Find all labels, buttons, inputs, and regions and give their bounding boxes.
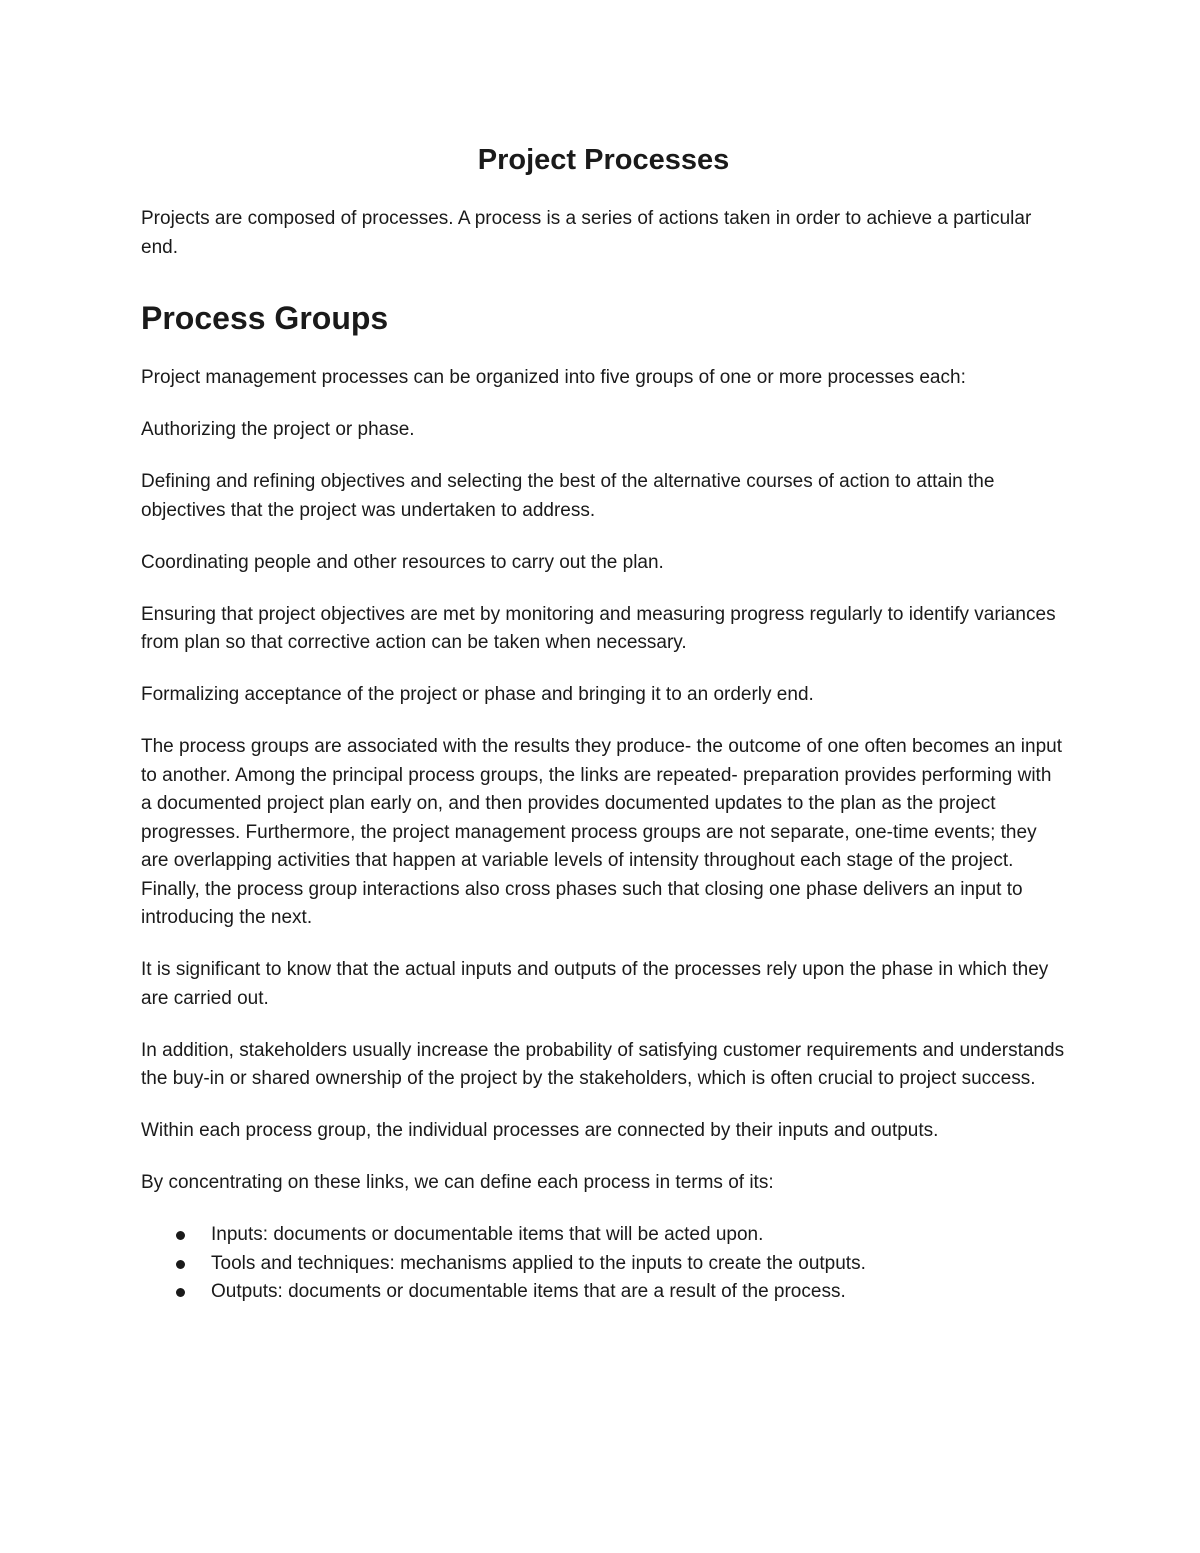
section-body [141, 364, 1066, 1307]
paragraph: Defining and refining objectives and selecting the best of the alternative courses of action to attain the objectives that the project was undertaken to address. [141, 471, 995, 521]
list-item [141, 1221, 1066, 1250]
paragraph: In addition, stakeholders usually increase the probability of satisfying customer requirements and understands the buy-in or shared ownership of the project by the stakeholders, which is often crucial to project success. [141, 1039, 1065, 1089]
bullet-icon [176, 1231, 185, 1240]
document-title: Project Processes [477, 144, 730, 176]
paragraph: Within each process group, the individual processes are connected by their inputs and outputs. [141, 1120, 939, 1141]
paragraph: Coordinating people and other resources to carry out the plan. [141, 551, 664, 573]
bullet-list [141, 1221, 1066, 1307]
paragraph: Ensuring that project objectives are met by monitoring and measuring progress regularly to identify variances from plan so that corrective action can be taken when necessary. [141, 603, 1056, 653]
paragraph: Formalizing acceptance of the project or phase and bringing it to an orderly end. [141, 684, 814, 705]
list-item [141, 1250, 1066, 1279]
list-item-text: Outputs: documents or documentable items that are a result of the process. [211, 1281, 846, 1302]
intro-paragraph: Projects are composed of processes. A process is a series of actions taken in order to achieve a particular end. [141, 208, 1032, 258]
paragraph: The process groups are associated with the results they produce- the outcome of one often becomes an input to another. Among the principal process groups, the links are repeated- preparation provides performing with a documented project plan early on, and then provides documented updates to the plan as the project progresses. Furthermore, the project management process groups are not separate, one-time events; they are overlapping activities that happen at variable levels of intensity throughout each stage of the project. Finally, the process group interactions also cross phases such that closing one phase delivers an input to introducing the next. [141, 736, 1062, 928]
paragraph: Project management processes can be organized into five groups of one or more processes each: [141, 367, 966, 388]
bullet-icon [176, 1288, 185, 1297]
paragraph: It is significant to know that the actual inputs and outputs of the processes rely upon the phase in which they are carried out. [141, 959, 1049, 1009]
paragraph: Authorizing the project or phase. [141, 419, 415, 440]
list-item-text: Tools and techniques: mechanisms applied to the inputs to create the outputs. [211, 1252, 866, 1274]
list-item-text: Inputs: documents or documentable items that will be acted upon. [211, 1224, 764, 1245]
bullet-icon [176, 1260, 185, 1269]
section-heading: Process Groups [141, 300, 389, 336]
paragraph: By concentrating on these links, we can define each process in terms of its: [141, 1172, 774, 1193]
list-item [141, 1278, 1066, 1307]
